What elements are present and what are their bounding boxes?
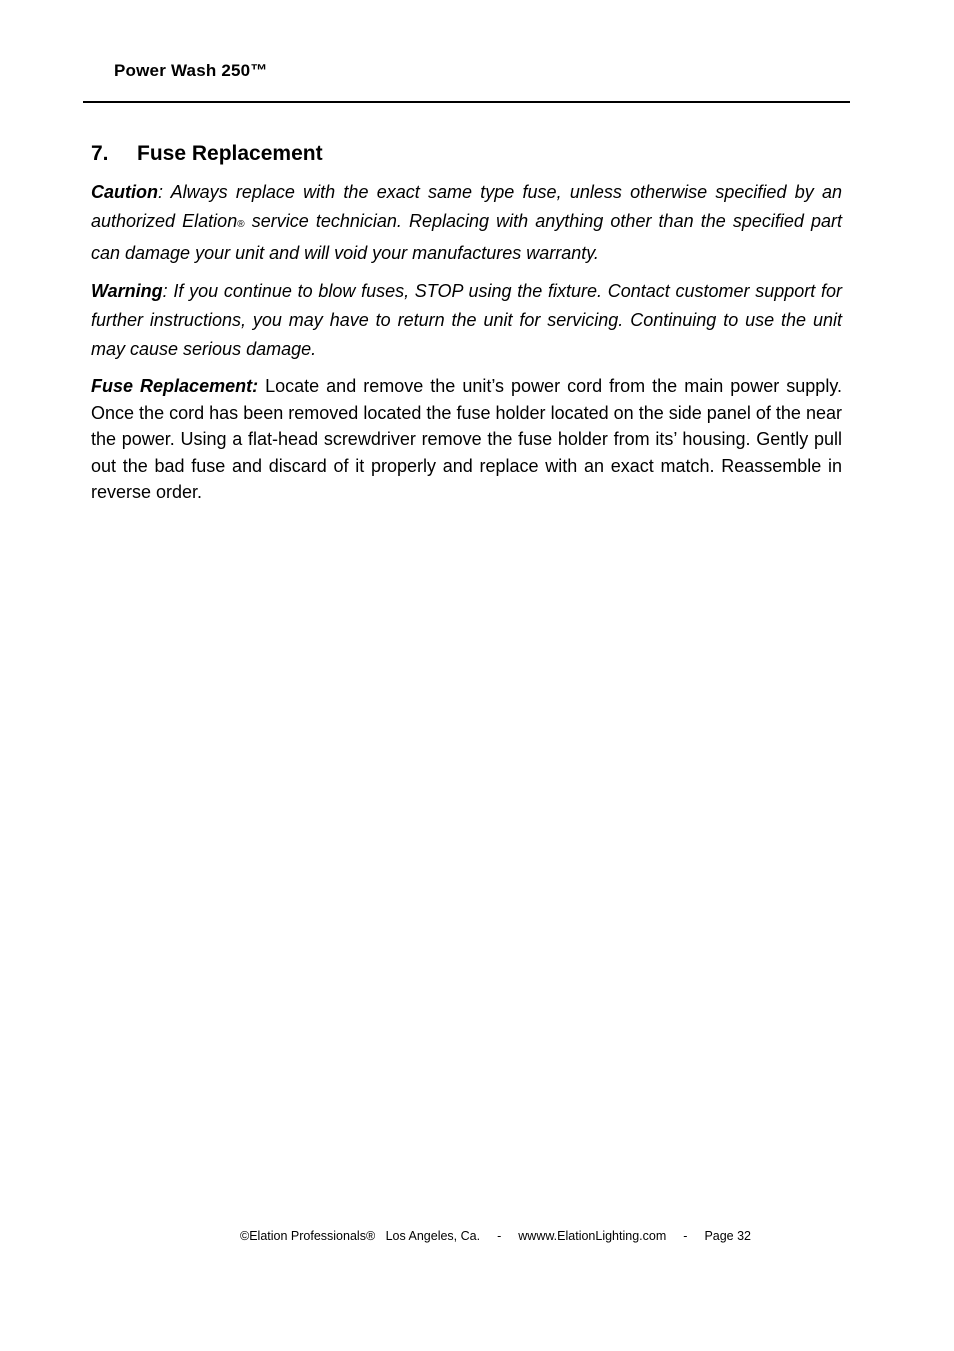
caution-text-start: : Always replace with the exact same type fuse, unless otherwise specified by an authorized Elation [91, 182, 842, 231]
registered-mark: ® [237, 219, 245, 230]
footer-location: Los Angeles, Ca. [385, 1229, 481, 1243]
header-divider [83, 101, 850, 103]
caution-paragraph [91, 178, 842, 268]
warning-text: : If you continue to blow fuses, STOP using the fixture. Contact customer support for further instructions, you may have to return the unit for servicing. Continuing to use the unit may cause serious damage. [91, 281, 842, 359]
fuse-replacement-paragraph [91, 373, 842, 506]
fuse-replacement-text: Locate and remove the unit’s power cord from the main power supply. Once the cord has been removed located the fuse holder located on the side panel of the near the power. Using a flat-head screwdriver remove the fuse holder from its’ housing. Gently pull out the bad fuse and discard of it properly and replace with an exact match. Reassemble in reverse order. [91, 376, 842, 502]
footer-page-number: Page 32 [704, 1229, 752, 1243]
footer-separator: - [683, 1229, 688, 1243]
document-header-title: Power Wash 250™ [114, 61, 268, 80]
footer-website: wwww.ElationLighting.com [518, 1229, 667, 1243]
page-footer [240, 1229, 751, 1243]
section-number: 7. [91, 142, 109, 165]
footer-separator: - [497, 1229, 502, 1243]
section-heading [91, 142, 323, 166]
caution-text-end: service technician. Replacing with anything other than the specified part can damage your unit and will void your manufactures warranty. [91, 211, 842, 263]
warning-paragraph [91, 277, 842, 364]
section-title: Fuse Replacement [137, 142, 323, 165]
body-content [91, 178, 842, 506]
warning-label: Warning [91, 281, 163, 301]
caution-label: Caution [91, 182, 158, 202]
footer-company: ©Elation Professionals® [240, 1229, 376, 1243]
fuse-replacement-label: Fuse Replacement: [91, 376, 259, 396]
